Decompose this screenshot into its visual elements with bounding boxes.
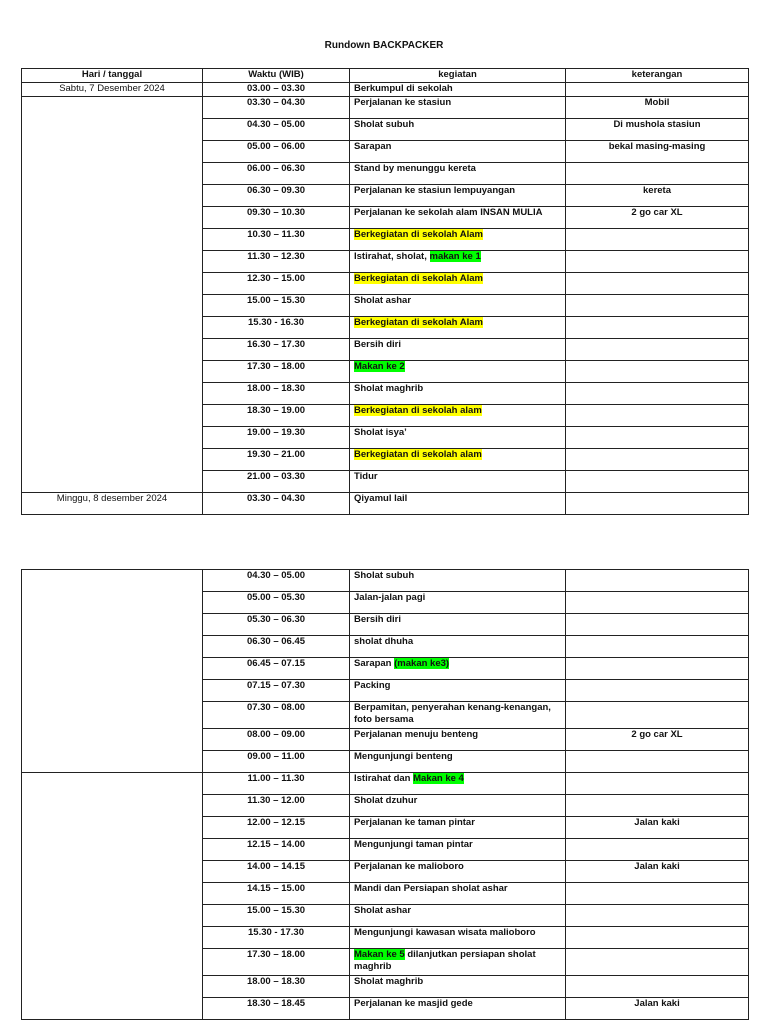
note-cell <box>566 592 749 614</box>
note-cell <box>566 927 749 949</box>
highlighted-text: Berkegiatan di sekolah Alam <box>354 273 484 284</box>
highlighted-text: Berkegiatan di sekolah Alam <box>354 317 484 328</box>
activity-cell <box>350 141 566 163</box>
note-cell <box>566 273 749 295</box>
activity-text: Istirahat, sholat, <box>354 251 430 262</box>
note-cell <box>566 361 749 383</box>
table-row <box>22 570 749 592</box>
activity-cell <box>350 636 566 658</box>
activity-cell <box>350 427 566 449</box>
highlighted-text: Berkegiatan di sekolah Alam <box>354 229 484 240</box>
note-cell <box>566 251 749 273</box>
note-cell <box>566 680 749 702</box>
activity-text: Sholat subuh <box>354 119 415 130</box>
activity-text: Packing <box>354 680 391 691</box>
note-cell: Mobil <box>566 97 749 119</box>
highlighted-text: Berkegiatan di sekolah alam <box>354 405 482 416</box>
time-cell: 04.30 – 05.00 <box>203 119 350 141</box>
activity-cell <box>350 773 566 795</box>
activity-cell <box>350 493 566 515</box>
activity-text: Mengunjungi taman pintar <box>354 839 473 850</box>
day-cell-merged <box>22 773 203 1020</box>
time-cell: 18.00 – 18.30 <box>203 383 350 405</box>
time-cell: 19.00 – 19.30 <box>203 427 350 449</box>
activity-cell <box>350 729 566 751</box>
time-cell: 11.30 – 12.30 <box>203 251 350 273</box>
time-cell: 12.00 – 12.15 <box>203 817 350 839</box>
note-cell <box>566 163 749 185</box>
activity-text: Bersih diri <box>354 614 401 625</box>
activity-cell <box>350 680 566 702</box>
note-cell <box>566 773 749 795</box>
activity-cell <box>350 361 566 383</box>
activity-cell <box>350 795 566 817</box>
time-cell: 11.30 – 12.00 <box>203 795 350 817</box>
header-day: Hari / tanggal <box>22 69 203 83</box>
time-cell: 03.30 – 04.30 <box>203 97 350 119</box>
note-cell: 2 go car XL <box>566 729 749 751</box>
activity-text: Sholat isya’ <box>354 427 407 438</box>
note-cell <box>566 229 749 251</box>
note-cell <box>566 795 749 817</box>
header-note: keterangan <box>566 69 749 83</box>
note-cell <box>566 949 749 976</box>
activity-cell <box>350 83 566 97</box>
activity-cell <box>350 570 566 592</box>
activity-text: dilanjutkan persiapan sholat maghrib <box>354 949 536 972</box>
time-cell: 06.00 – 06.30 <box>203 163 350 185</box>
activity-text: Qiyamul lail <box>354 493 408 504</box>
time-cell: 09.30 – 10.30 <box>203 207 350 229</box>
time-cell: 18.00 – 18.30 <box>203 976 350 998</box>
activity-text: Jalan-jalan pagi <box>354 592 426 603</box>
table-header-row <box>22 69 749 83</box>
time-cell: 05.30 – 06.30 <box>203 614 350 636</box>
note-cell: 2 go car XL <box>566 207 749 229</box>
note-cell <box>566 449 749 471</box>
activity-cell <box>350 405 566 427</box>
activity-cell <box>350 273 566 295</box>
highlighted-text: Berkegiatan di sekolah alam <box>354 449 482 460</box>
time-cell: 21.00 – 03.30 <box>203 471 350 493</box>
time-cell: 05.00 – 06.00 <box>203 141 350 163</box>
activity-cell <box>350 592 566 614</box>
note-cell <box>566 976 749 998</box>
note-cell: Jalan kaki <box>566 817 749 839</box>
day-cell-merged <box>22 97 203 493</box>
highlighted-text: Makan ke 4 <box>413 773 464 784</box>
time-cell: 09.00 – 11.00 <box>203 751 350 773</box>
note-cell: Jalan kaki <box>566 998 749 1020</box>
note-cell <box>566 493 749 515</box>
time-cell: 06.30 – 09.30 <box>203 185 350 207</box>
rundown-table-day2 <box>21 569 749 1020</box>
activity-cell <box>350 119 566 141</box>
table-row <box>22 773 749 795</box>
activity-cell <box>350 339 566 361</box>
time-cell: 14.15 – 15.00 <box>203 883 350 905</box>
note-cell <box>566 471 749 493</box>
note-cell: Jalan kaki <box>566 861 749 883</box>
activity-text: Perjalanan ke taman pintar <box>354 817 475 828</box>
activity-cell <box>350 702 566 729</box>
day-cell-merged <box>22 570 203 773</box>
time-cell: 05.00 – 05.30 <box>203 592 350 614</box>
activity-cell <box>350 317 566 339</box>
time-cell: 18.30 – 18.45 <box>203 998 350 1020</box>
time-cell: 06.30 – 06.45 <box>203 636 350 658</box>
time-cell: 15.30 - 17.30 <box>203 927 350 949</box>
activity-text: Perjalanan ke stasiun lempuyangan <box>354 185 516 196</box>
activity-text: Sarapan <box>354 658 395 669</box>
highlighted-text: Makan ke 2 <box>354 361 405 372</box>
note-cell <box>566 570 749 592</box>
activity-text: Sholat subuh <box>354 570 415 581</box>
activity-cell <box>350 949 566 976</box>
table-row <box>22 493 749 515</box>
activity-text: Sholat ashar <box>354 295 412 306</box>
note-cell <box>566 405 749 427</box>
time-cell: 19.30 – 21.00 <box>203 449 350 471</box>
activity-cell <box>350 383 566 405</box>
time-cell: 15.00 – 15.30 <box>203 905 350 927</box>
activity-cell <box>350 97 566 119</box>
activity-text: Sholat ashar <box>354 905 412 916</box>
activity-text: Perjalanan menuju benteng <box>354 729 479 740</box>
activity-text: Tidur <box>354 471 378 482</box>
time-cell: 07.15 – 07.30 <box>203 680 350 702</box>
activity-cell <box>350 817 566 839</box>
day-cell: Minggu, 8 desember 2024 <box>22 493 203 515</box>
time-cell: 17.30 – 18.00 <box>203 361 350 383</box>
time-cell: 17.30 – 18.00 <box>203 949 350 976</box>
time-cell: 04.30 – 05.00 <box>203 570 350 592</box>
note-cell <box>566 751 749 773</box>
activity-text: Perjalanan ke sekolah alam INSAN MULIA <box>354 207 543 218</box>
activity-cell <box>350 658 566 680</box>
time-cell: 16.30 – 17.30 <box>203 339 350 361</box>
time-cell: 14.00 – 14.15 <box>203 861 350 883</box>
note-cell <box>566 702 749 729</box>
time-cell: 12.30 – 15.00 <box>203 273 350 295</box>
note-cell: kereta <box>566 185 749 207</box>
time-cell: 18.30 – 19.00 <box>203 405 350 427</box>
activity-cell <box>350 207 566 229</box>
activity-text: Sholat dzuhur <box>354 795 418 806</box>
activity-cell <box>350 471 566 493</box>
time-cell: 10.30 – 11.30 <box>203 229 350 251</box>
note-cell <box>566 83 749 97</box>
activity-cell <box>350 185 566 207</box>
activity-cell <box>350 295 566 317</box>
activity-cell <box>350 449 566 471</box>
note-cell: bekal masing-masing <box>566 141 749 163</box>
activity-text: Perjalanan ke masjid gede <box>354 998 473 1009</box>
highlighted-text: makan ke 1 <box>429 251 481 262</box>
activity-cell <box>350 905 566 927</box>
time-cell: 12.15 – 14.00 <box>203 839 350 861</box>
header-activity: kegiatan <box>350 69 566 83</box>
activity-text: Berpamitan, penyerahan kenang-kenangan, foto bersama <box>354 702 551 725</box>
note-cell <box>566 317 749 339</box>
activity-text: Sarapan <box>354 141 392 152</box>
activity-cell <box>350 976 566 998</box>
activity-text: Perjalanan ke stasiun <box>354 97 452 108</box>
activity-cell <box>350 251 566 273</box>
time-cell: 06.45 – 07.15 <box>203 658 350 680</box>
activity-text: Stand by menunggu kereta <box>354 163 476 174</box>
day-cell: Sabtu, 7 Desember 2024 <box>22 83 203 97</box>
activity-text: Istirahat dan <box>354 773 414 784</box>
activity-cell <box>350 998 566 1020</box>
activity-text: Sholat maghrib <box>354 383 424 394</box>
time-cell: 07.30 – 08.00 <box>203 702 350 729</box>
note-cell <box>566 295 749 317</box>
activity-text: sholat dhuha <box>354 636 414 647</box>
activity-cell <box>350 883 566 905</box>
note-cell <box>566 339 749 361</box>
activity-cell <box>350 927 566 949</box>
table-row <box>22 97 749 119</box>
activity-text: Mengunjungi kawasan wisata malioboro <box>354 927 536 938</box>
note-cell <box>566 636 749 658</box>
time-cell: 08.00 – 09.00 <box>203 729 350 751</box>
activity-cell <box>350 229 566 251</box>
highlighted-text: (makan ke3) <box>394 658 450 669</box>
note-cell <box>566 883 749 905</box>
note-cell <box>566 427 749 449</box>
rundown-table-day1 <box>21 68 749 515</box>
activity-cell <box>350 751 566 773</box>
activity-text: Mandi dan Persiapan sholat ashar <box>354 883 508 894</box>
activity-text: Mengunjungi benteng <box>354 751 453 762</box>
note-cell <box>566 839 749 861</box>
note-cell <box>566 905 749 927</box>
note-cell <box>566 383 749 405</box>
table-row <box>22 83 749 97</box>
note-cell <box>566 614 749 636</box>
activity-cell <box>350 839 566 861</box>
time-cell: 03.30 – 04.30 <box>203 493 350 515</box>
time-cell: 11.00 – 11.30 <box>203 773 350 795</box>
activity-cell <box>350 163 566 185</box>
header-time: Waktu (WIB) <box>203 69 350 83</box>
highlighted-text: Makan ke 5 <box>354 949 405 960</box>
activity-text: Perjalanan ke malioboro <box>354 861 464 872</box>
time-cell: 15.00 – 15.30 <box>203 295 350 317</box>
time-cell: 15.30 - 16.30 <box>203 317 350 339</box>
document-title: Rundown BACKPACKER <box>324 40 444 51</box>
activity-text: Bersih diri <box>354 339 401 350</box>
activity-cell <box>350 614 566 636</box>
note-cell: Di mushola stasiun <box>566 119 749 141</box>
time-cell: 03.00 – 03.30 <box>203 83 350 97</box>
note-cell <box>566 658 749 680</box>
activity-cell <box>350 861 566 883</box>
activity-text: Sholat maghrib <box>354 976 424 987</box>
activity-text: Berkumpul di sekolah <box>354 83 453 94</box>
